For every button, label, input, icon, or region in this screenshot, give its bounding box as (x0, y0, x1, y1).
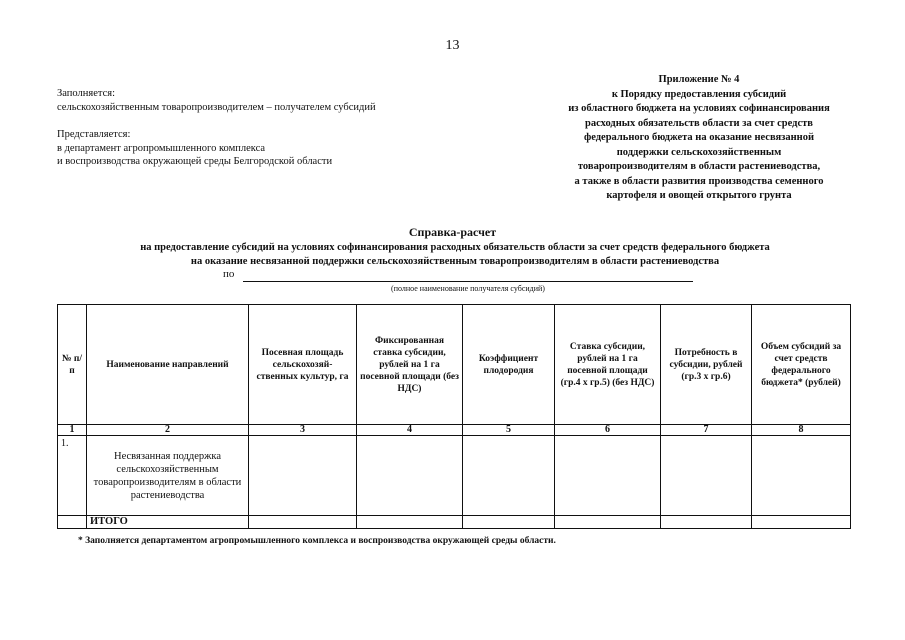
po-label: по (223, 268, 235, 280)
appendix-line: расходных обязательств области за счет средств (585, 117, 813, 129)
filled-label: Заполняется: (57, 88, 115, 99)
header-cell: № п/п (58, 305, 87, 425)
recipient-caption: (полное наименование получателя субсидий) (391, 284, 545, 293)
submitted-to-line1: в департамент агропромышленного комплекса (57, 142, 266, 154)
header-cell: Фиксированная ставка субсидии, рублей на 1 га посевной площади (без НДС) (357, 305, 463, 425)
recipient-name-line[interactable] (243, 281, 693, 282)
fill-info-block (57, 87, 376, 169)
header-cell: Коэффициент плодородия (463, 305, 555, 425)
subsidy-need-cell[interactable] (661, 436, 752, 516)
document-subtitle (60, 241, 850, 269)
appendix-line: Приложение № 4 (658, 74, 740, 85)
appendix-line: федерального бюджета на оказание несвязанной (583, 132, 815, 143)
fertility-coefficient-cell[interactable] (463, 436, 555, 516)
header-cell: Посевная площадь сельскохозяй-ственных культур, га (249, 305, 357, 425)
total-fixed-rate-cell[interactable] (357, 516, 463, 529)
submitted-label: Представляется: (57, 129, 131, 140)
appendix-line: картофеля и овощей открытого грунта (606, 190, 792, 201)
row-index: 1. (58, 436, 87, 516)
column-number: 8 (752, 425, 851, 436)
document-subtitle-line1: на предоставление субсидий на условиях софинансирования расходных обязательств области за счет средств федерального бюджета (140, 242, 770, 253)
footnote: * Заполняется департаментом агропромышленного комплекса и воспроизводства окружающей среды области. (78, 536, 556, 546)
appendix-line: к Порядку предоставления субсидий (611, 88, 787, 100)
column-number-row (58, 425, 851, 436)
total-sown-area-cell[interactable] (249, 516, 357, 529)
table-row (58, 436, 851, 516)
subsidy-rate-cell[interactable] (555, 436, 661, 516)
header-cell: Потребность в субсидии, рублей (гр.3 х гр.6) (661, 305, 752, 425)
calculation-table (57, 304, 851, 529)
header-cell: Ставка субсидии, рублей на 1 га посевной площади (гр.4 х гр.5) (без НДС) (555, 305, 661, 425)
table-header-row (58, 305, 851, 425)
appendix-line: а также в области развития производства семенного (574, 175, 824, 187)
page-number: 13 (445, 38, 460, 53)
total-fertility-cell[interactable] (463, 516, 555, 529)
row-direction: Несвязанная поддержка сельскохозяйственным товаропроизводителям в области растениеводства (87, 436, 249, 516)
column-number: 2 (87, 425, 249, 436)
column-number: 4 (357, 425, 463, 436)
total-federal-volume-cell[interactable] (752, 516, 851, 529)
document-subtitle-line2: на оказание несвязанной поддержки сельскохозяйственным товаропроизводителям в области растениеводства (190, 256, 720, 267)
total-empty-cell (58, 516, 87, 529)
column-number: 3 (249, 425, 357, 436)
appendix-line: из областного бюджета на условиях софинансирования (568, 103, 830, 114)
appendix-line: поддержки сельскохозяйственным (616, 146, 782, 158)
column-number: 1 (58, 425, 87, 436)
column-number: 7 (661, 425, 752, 436)
header-cell: Наименование направлений (87, 305, 249, 425)
submitted-to-line2: и воспроизводства окружающей среды Белгородской области (57, 156, 333, 167)
fixed-rate-cell[interactable] (357, 436, 463, 516)
sown-area-cell[interactable] (249, 436, 357, 516)
appendix-line: товаропроизводителям в области растениеводства, (577, 161, 821, 172)
column-number: 6 (555, 425, 661, 436)
filled-by: сельскохозяйственным товаропроизводителем – получателем субсидий (57, 101, 376, 113)
document-title: Справка-расчет (408, 225, 497, 239)
header-cell: Объем субсидий за счет средств федерального бюджета* (рублей) (752, 305, 851, 425)
total-subsidy-rate-cell[interactable] (555, 516, 661, 529)
total-row (58, 516, 851, 529)
appendix-header (540, 73, 858, 204)
federal-volume-cell[interactable] (752, 436, 851, 516)
column-number: 5 (463, 425, 555, 436)
total-subsidy-need-cell[interactable] (661, 516, 752, 529)
total-label: ИТОГО (87, 516, 249, 529)
